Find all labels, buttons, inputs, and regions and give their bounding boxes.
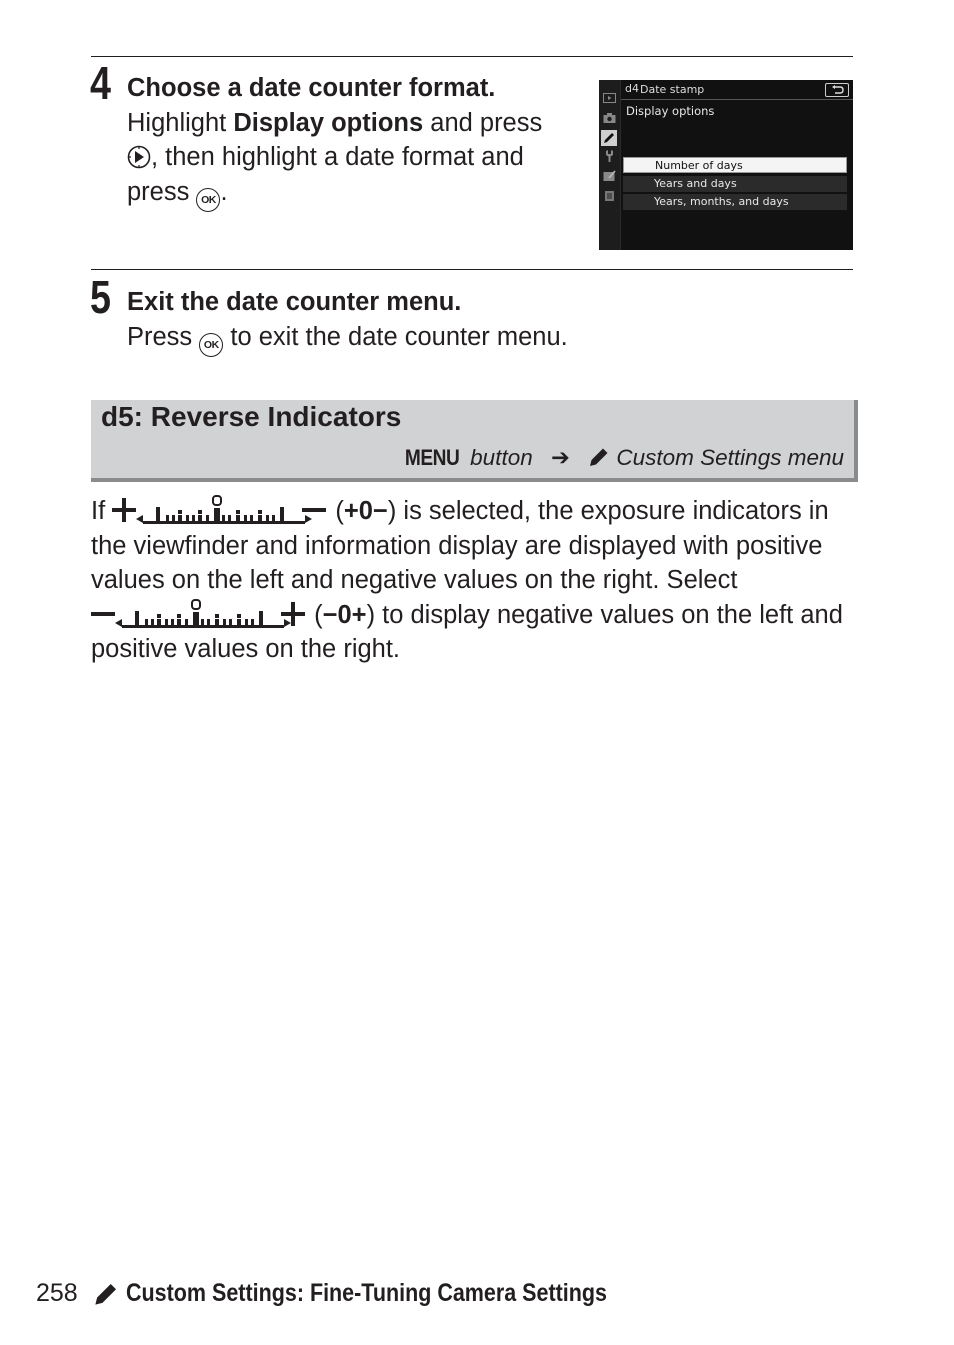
- step4-line1: [127, 106, 587, 141]
- indicator-code-minus-zero-plus: −0+: [322, 600, 367, 629]
- page-footer: [36, 1276, 685, 1310]
- option-years-and-days[interactable]: Years and days: [623, 176, 847, 192]
- option-number-of-days[interactable]: Number of days: [623, 157, 847, 173]
- display-options-label: Display options: [233, 108, 424, 137]
- submenu-title: Display options: [626, 104, 715, 118]
- arrow-right-icon: ➔: [551, 445, 570, 470]
- d5-title: d5: Reverse Indicators: [101, 401, 402, 432]
- camera-menu-sidebar: [599, 80, 621, 250]
- step4-number: 4: [90, 57, 111, 109]
- exposure-indicator-plus-left-icon: [112, 495, 328, 525]
- ok-button-icon: OK: [196, 188, 220, 212]
- camera-menu-screen: [599, 80, 853, 250]
- body-text: ) is selected, the exposure indicators in the viewfinder and information display are displayed with positive values on the left and negative values on the right. Select: [91, 497, 829, 595]
- body-text: ) to display negative values on the left and positive values on the right.: [91, 600, 843, 664]
- playback-menu-icon: [603, 92, 616, 104]
- my-menu-icon: [603, 190, 616, 202]
- step5-body: [127, 285, 827, 357]
- footer-section-title: Custom Settings: Fine-Tuning Camera Settings: [125, 1279, 607, 1307]
- pencil-icon: [588, 446, 610, 468]
- back-icon[interactable]: [825, 83, 849, 97]
- step5-divider: [91, 269, 853, 270]
- body-text: If: [91, 497, 106, 525]
- step4-divider: [91, 56, 853, 57]
- step5-text: Press: [127, 322, 200, 351]
- multi-selector-right-icon: [127, 145, 151, 169]
- menu-button-label: MENU: [404, 445, 460, 470]
- step4-body: [127, 71, 587, 212]
- step4-line2: [127, 140, 587, 175]
- step4-text: .: [220, 177, 228, 206]
- button-word: button: [470, 445, 533, 470]
- step5-text: to exit the date counter menu.: [223, 322, 568, 351]
- menu-path: [400, 444, 844, 472]
- step4-text: and press: [423, 108, 543, 137]
- step5-line: [127, 320, 827, 357]
- d5-section-header: [91, 400, 858, 482]
- pencil-icon: [93, 1281, 119, 1307]
- step5-title: Exit the date counter menu.: [127, 288, 462, 316]
- step4-text: , then highlight a date format and: [151, 143, 524, 171]
- body-text: (: [314, 600, 323, 629]
- body-paragraph: [91, 494, 861, 667]
- camera-menu-header: [621, 80, 853, 100]
- retouch-menu-icon: [603, 170, 616, 182]
- menu-title: Date stamp: [640, 83, 705, 96]
- camera-menu-icon: [603, 112, 616, 124]
- step4-text: Highlight: [127, 108, 234, 137]
- step4-text: press: [127, 177, 197, 206]
- custom-settings-menu-label: Custom Settings menu: [616, 445, 844, 470]
- step4-line3: [127, 175, 587, 212]
- ok-button-icon: OK: [199, 333, 223, 357]
- custom-settings-pencil-icon: [601, 130, 617, 146]
- setup-wrench-icon: [603, 150, 616, 162]
- step4-title: Choose a date counter format.: [127, 74, 496, 102]
- exposure-indicator-minus-left-icon: [91, 599, 307, 629]
- step5-number: 5: [90, 271, 111, 323]
- menu-code: d4: [625, 82, 639, 95]
- indicator-code-plus-zero-minus: +0−: [343, 497, 388, 525]
- page-number: 258: [36, 1279, 78, 1307]
- option-years-months-and-days[interactable]: Years, months, and days: [623, 194, 847, 210]
- body-text: (: [335, 497, 344, 525]
